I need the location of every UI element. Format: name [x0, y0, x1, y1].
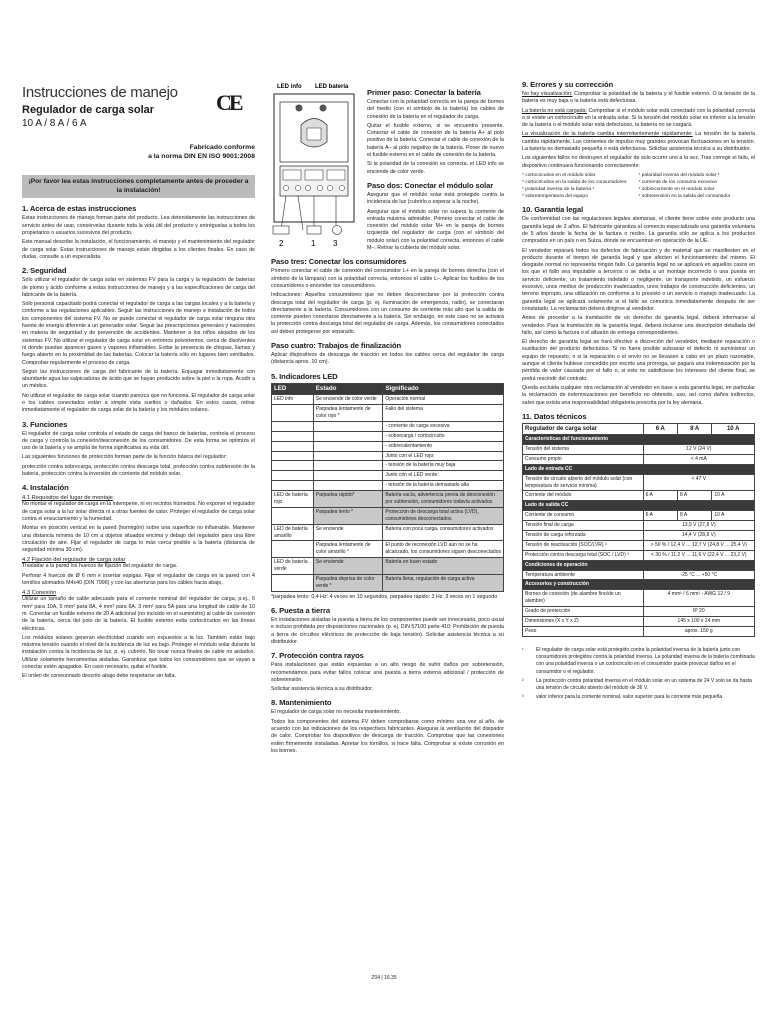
section-heading: 4. Instalación	[22, 483, 69, 493]
solar-module-icon	[283, 170, 301, 180]
tech-row-value: IP 20	[643, 607, 754, 617]
led-table-row	[272, 431, 504, 441]
led-table-cell: El punto de reconexión LVD aún no se ha alcanzado, los consumidores siguen desconectados	[383, 541, 504, 558]
led-table-cell	[313, 471, 383, 481]
paragraph: En instalaciones aisladas la puesta a tierra de los componentes puede ser innecesaria, poco usual e incluso prohibida por disposiciones nacionales (p. ej. DIN 57100 parte 410: Prohibición de puesta a tierra de circuitos eléctricos de protección de baja tensión). Solicitar asistencia técnica a su distribuidor.	[271, 617, 504, 645]
product-variants: 10 A / 8 A / 6 A	[22, 118, 87, 129]
tech-table-row	[523, 474, 755, 491]
paragraph: Antes de proceder a la tramitación de un derecho de garantía legal, deberá informarse al vendedor. Para la tramitación de la garantía legal, deberá incluirse una descripción detallada del fallo, así como la factura o el albarán de entrega correspondientes.	[522, 315, 755, 336]
tech-table-header: 10 A	[712, 423, 755, 434]
tech-row-value: 145 x 100 x 24 mm	[643, 617, 754, 627]
paragraph: No utilizar el regulador de carga solar cuando parezca que no funciona. El regulador de carga solar o los cables conectados están a simple vista sueltos o dañados. En estos casos, retirar inmediatamente el regulador de carga solar de la batería y los módulos solares.	[22, 392, 255, 414]
led-table-row	[272, 421, 504, 431]
tech-row-label: Dimensiones (X x Y x Z)	[523, 617, 644, 627]
led-table-cell: Batería llena, regulación de carga activa	[383, 574, 504, 591]
paragraph: No montar el regulador de carga en la intemperie, ni en recintos húmedos. No exponer el regulador de carga solar a la luz solar directa ni a otras fuentes de calor. Proteger el regulador de carga solar contra el ensuciamiento y la humedad.	[22, 501, 255, 522]
paragraph: Este manual describe la instalación, el funcionamiento, el manejo y el mantenimiento del regulador de carga solar. Estas instrucciones de manejo están dirigidas a los clientes finales. En caso de dudas, consulte a un especialista.	[22, 239, 255, 260]
tech-row-label: Tensión del sistema	[523, 444, 644, 454]
tech-table-row	[523, 570, 755, 580]
paragraph: Seguir las instrucciones de carga del fabricante de la batería. Enjuagar inmediatamente con abundante agua las salpicaduras de ácido que se hayan producido sobre la piel o la ropa. Acudir a un médico.	[22, 368, 255, 390]
fault-item: * sobretensión en la salida del consumidor	[638, 194, 731, 200]
paragraph: Indicaciones: Aquellos consumidores que no deben desconectarse por la protección contra descarga total del regulador de carga (p. ej. iluminación de emergencia, radio), se conectarán directamente a la batería. Consumidores con un consumo de corriente más alto que la salida de corriente pueden conectarse directamente a la batería. Sin embargo, en este caso no se activará la protección contra descarga total del regulador de carga. Además, los consumidores conectados así deben protegerse por separado.	[271, 292, 504, 335]
section-heading: 6. Puesta a tierra	[271, 606, 330, 616]
led-table-cell: Operación normal	[383, 395, 504, 405]
tech-row-label: Tensión final de carga	[523, 521, 644, 531]
led-table-cell	[313, 421, 383, 431]
led-table-cell: Batería con poca carga, consumidores activados	[383, 524, 504, 541]
tech-table-header: Regulador de carga solar	[523, 423, 644, 434]
fault-item: * cortocircuitos en el módulo solar	[522, 172, 596, 178]
led-table-header: LED	[272, 383, 314, 395]
led-table-cell: Parpadea lentamente de color rojo *	[313, 405, 383, 422]
led-table-cell	[272, 574, 314, 591]
paragraph: Asegurar que el módulo solar no supera la corriente de entrada máxima admisible. Primero conectar el cable de conexión del módulo solar M+ en la pareja de bornes izquierda del regulador de carga (con el símbolo del módulo solar) con la polaridad correcta, entonces el cable M–. Retirar la cubierta del módulo solar.	[367, 208, 504, 252]
tech-row-value: 14,4 V (28,8 V)	[643, 531, 754, 541]
footnote: ³ valor inferior para la corriente nominal, valor superior para la corriente más pequeña	[522, 694, 723, 701]
paragraph: El derecho de garantía legal se hará efectivo a discreción del vendedor, mediante reparación o sustitución del producto defectuoso. Si no fuera posible subsanar el defecto ni suministrar un equipo de repuesto, o si la reparación o el envío no se llevasen a cabo en un plazo razonable, aunque el cliente hubiese concedido por escrito una prórroga, se pagará una indemnización por la pérdida de valor causada por el fallo o, si esto no satisficiese los intereses del cliente final, se podrá rescindir del contrato.	[522, 339, 755, 382]
error-item: No hay visualización: Comprobar la polaridad de la batería y el fusible externo. O la tensión de la batería es muy baja o la batería está defectuosa.	[522, 91, 755, 105]
tech-section-label: Accesorios y construcción	[523, 580, 755, 590]
led-table-cell: - sobrecalentamiento	[383, 441, 504, 451]
led-table-row	[272, 524, 504, 541]
paragraph: Conectar con la polaridad correcta en la pareja de bornes del medio (con el símbolo de la batería) los cables de conexión de la batería en el regulador de carga.	[367, 99, 504, 120]
tech-section-label: Condiciones de operación	[523, 560, 755, 570]
paragraph: protección contra sobrecarga, protección contra descarga total, protección contra subtensión de la batería, protección contra la inversión de corriente del módulo solar.	[22, 463, 255, 478]
led-table-row	[272, 461, 504, 471]
fault-item: * corriente de los consumo excesiva	[638, 180, 717, 186]
tech-table-row	[523, 511, 755, 521]
led-table-cell	[272, 441, 314, 451]
tech-table-row	[523, 454, 755, 464]
section-heading: 5. Indicadores LED	[271, 371, 338, 381]
led-table-cell: LED de batería amarillo	[272, 524, 314, 541]
section-heading: 3. Funciones	[22, 419, 68, 429]
fault-item: * sobretemperatura del equipo	[522, 194, 588, 200]
tech-row-value: 10 A	[712, 511, 755, 521]
led-table-cell: Junto con el LED rojo:	[383, 451, 504, 461]
led-table-cell: Parpadea lentamente de color amarillo *	[313, 541, 383, 558]
paragraph: El regulador de carga solar controla el estado de carga del banco de baterías, controla el proceso de carga y controla la conexión/desconexión de los consumidores. De esta forma se optimiza el uso de la batería y se amplía de forma significativa su vida útil.	[22, 430, 255, 452]
paragraph: Trasladar a la pared los huecos de fijación del regulador de carga.	[22, 563, 178, 570]
led-table-cell	[313, 441, 383, 451]
led-table-row	[272, 395, 504, 405]
tech-row-label: Bornes de conexión (de alambre fino/de un alambre)	[523, 590, 644, 607]
led-table-cell: - sobrecarga / cortocircuito	[383, 431, 504, 441]
footnote: ¹ El regulador de carga solar está protegido contra la polaridad inversa de la batería junto con consumidores protegidos contra la polaridad inversa. La polaridad inversa de la batería combinada con una polaridad inversa o un cortocircuito en el consumidor puede provocar daños en el consumidor o el regulador.	[522, 646, 755, 675]
section-heading: Paso cuatro: Trabajos de finalización	[271, 341, 402, 351]
led-table	[271, 383, 504, 592]
paragraph: Queda excluida cualquier otra reclamación al vendedor en base a esta garantía legal, en particular la reclamación de indemnizaciones por beneficio no obtenido, uso, así como daños indirectos, salvo que exista una responsabilidad obligatoria prescrita por la ley alemana.	[522, 384, 755, 406]
product-subtitle: Regulador de carga solar	[22, 104, 155, 116]
tech-row-label: Grado de protección	[523, 607, 644, 617]
paragraph: De conformidad con las regulaciones legales alemanas, el cliente tiene sobre este producto una garantía legal de 2 años. El fabricante garantiza al comercio especializado una garantía voluntaria de 5 años desde la fecha de la factura o recibo. La garantía sólo se aplica a los productos comprados en un país o en Suiza, donde se encuentran en operación de la UE.	[522, 216, 755, 245]
fault-item: * sobrecorriente en el módulo solar	[638, 187, 715, 193]
ce-mark-icon: CE	[216, 90, 241, 115]
paragraph: Estas instrucciones de manejo forman parte del producto. Lea detenidamente las instrucciones de servicio antes de usar, consérvelas durante toda la vida útil del producto y entréguelas a todos los propietarios o usuarios sucesivos del producto.	[22, 215, 255, 237]
tech-row-value: 12 V (24 V)	[643, 444, 754, 454]
error-item: La batería no está cargada: Comprobar si el módulo solar está conectado con la polaridad correcta o si existe un cortocircuito en la entrada solar. Si la tensión del módulo solar es inferior a la tensión de la batería o el módulo solar está defectuoso, la batería no se cargará.	[522, 107, 755, 129]
tech-row-value: 8 A	[678, 511, 712, 521]
led-table-cell: Batería en buen estado	[383, 558, 504, 575]
tech-section-label: Características del funcionamiento	[523, 435, 755, 445]
led-table-cell: - corriente de carga excesiva	[383, 421, 504, 431]
subsection-heading: 4.2 Fijación del regulador de carga solar	[22, 557, 126, 564]
column-right	[522, 80, 755, 960]
fault-item: * polaridad inversa del módulo solar ²	[638, 172, 720, 178]
tech-row-value: > 50 % / 12,4 V ... 12,7 V (24,8 V ... 25,4 V)	[643, 540, 754, 550]
paragraph: Los siguientes fallos no destruyen el regulador de solo ocurrir uno a la vez. Tras corregir el fallo, el dispositivo continuará funcionando correctamente:	[522, 155, 755, 169]
paragraph: Todos los componentes del sistema FV deben comprobarse como mínimo una vez al año, de acuerdo con las indicaciones de los respectivos fabricantes. Asegurar la ventilación del disipador de calor. Comprobar los dispositivos de descarga de tracción. Comprobar que las conexiones estén firmemente instaladas. Apretar los tornillos, si hace falta. Comprobar si existe corrosión en los bornes.	[271, 718, 504, 754]
tech-row-label: Protección contra descarga total (SOC / LVD) ³	[523, 550, 644, 560]
tech-row-value: 10 A	[712, 491, 755, 501]
fault-item: * polaridad inversa de la batería ¹	[522, 187, 595, 193]
section-heading: 9. Errores y su corrección	[522, 80, 614, 89]
tech-table-header-row	[523, 423, 755, 434]
controller-diagram	[271, 80, 363, 250]
paragraph: Aplicar dispositivos de descarga de tracción en todos los cables cerca del regulador de carga (distancia aprox. 10 cm).	[271, 352, 504, 366]
paragraph: Sólo personal capacitado podrá conectar el regulador de carga a las cargas locales y a la batería y conforme a las regulaciones aplicables. Seguir las instrucciones de manejo e instalación de todos los componentes del sistema FV. No se puede conectar el regulador de carga solar ninguna otra fuente de energía diferente a un generador solar. Seguir las prescripciones generales y nacionales en materia de seguridad y de prevención de accidentes. Mantener a los niños alejados de los sistemas FV. No utilizar el regulador de carga solar en entornos polvorientos, cerca de disolventes ni donde puedan aparecer gases y vapores inflamables. Evitar la presencia de chispas, llamas y fuego abierto en la proximidad de las baterías. Colocar la batería sólo en lugares bien ventilados. Comprobar regularmente el proceso de carga.	[22, 301, 255, 366]
battery-icon	[305, 170, 323, 180]
tech-section-label: Lado de salida CC	[523, 501, 755, 511]
led-battery-icon	[320, 105, 327, 112]
tech-table-section	[523, 560, 755, 570]
led-table-cell	[313, 461, 383, 471]
led-info-label: LED info	[277, 84, 302, 90]
tech-row-value: 8 A	[678, 491, 712, 501]
footnote: ² La protección contra polaridad inversa en el módulo solar en un sistema de 24 V solo se da hasta una tensión de circuito abierto del módulo de 36 V.	[522, 677, 752, 692]
lamp-icon	[327, 170, 345, 180]
led-table-cell: Se enciende de color verde	[313, 395, 383, 405]
tech-table-row	[523, 444, 755, 454]
conformity-note: Fabricado conforme a la norma DIN EN ISO 9001:2008	[148, 144, 255, 161]
led-table-row	[272, 441, 504, 451]
led-table-cell	[272, 481, 314, 491]
subsection-heading: 4.3 Conexión	[22, 590, 57, 597]
tech-row-value: 4 mm² / 6 mm² - AWG 12 / 9	[643, 590, 754, 607]
tech-table-row	[523, 590, 755, 607]
led-table-header: Estado	[313, 383, 383, 395]
paragraph: Asegurar que el módulo solar está protegido contra la incidencia de luz (cubrirlo o esperar a la noche).	[367, 191, 504, 206]
led-table-row	[272, 541, 504, 558]
led-table-cell	[272, 421, 314, 431]
paragraph: El vendedor reparará todos los defectos de fabricación y de material que se manifiesten en el producto durante el tiempo de garantía legal y que afecten el funcionamiento del mismo. El desgaste normal no representa ningún fallo. La garantía legal no se aplicará en aquellos casos en los que el fallo sea imputable a terceros o se deba a un montaje incorrecto o una puesta en servicio deficiente, un tratamiento indebido o negligente, un transporte indebido, un esfuerzo excesivo, unos medios de producción inadecuados, unos trabajos de construcción deficientes, un terreno impropio, una utilización no conforme a lo previsto o un servicio o manejo inadecuado. La garantía legal se aplicará solamente si el fallo se comunica inmediatamente después de ser constatado. La reclamación deberá dirigirse al vendedor.	[522, 247, 755, 312]
paragraph: Utilizar un tamaño de cable adecuado para el corriente nominal del regulador de carga, p.ej., 6 mm² para 10A, 5 mm² para 8A, 4 mm² para 6A. 3 mm² para 5A para una longitud de cable de 10 m. Conectar un fusible externo de 20 A adicional (no incluido en el suministro) al cable de conexión de la batería, cerca del polo de la batería. El fusible externo evita cortocircuitos en las líneas eléctricas.	[22, 596, 255, 632]
figure-callout-3: 3	[333, 239, 338, 248]
led-table-cell: - tensión de la batería muy baja	[383, 461, 504, 471]
tech-row-value: < 47 V	[643, 474, 754, 491]
led-table-row	[272, 574, 504, 591]
led-table-cell	[313, 481, 383, 491]
tech-table-row	[523, 607, 755, 617]
tech-row-label: Temperatura ambiente	[523, 570, 644, 580]
tech-row-value: 6 A	[643, 491, 677, 501]
paragraph: Perforar 4 huecos de Ø 6 mm e insertar espigas. Fijar el regulador de carga en la pared con 4 tornillos alomados M4x40 (DIN 7996) y con las aberturas para los cables hacia abajo.	[22, 572, 255, 587]
tech-table-section	[523, 580, 755, 590]
led-table-row	[272, 507, 504, 524]
section-heading: Primer paso: Conectar la batería	[367, 88, 481, 97]
led-table-cell: - tensión de la batería demasiado alta	[383, 481, 504, 491]
tech-row-label: Corriente del módulo	[523, 491, 644, 501]
section-heading: Paso dos: Conectar el módulo solar	[367, 180, 494, 190]
led-table-cell	[272, 451, 314, 461]
page-title: Instrucciones de manejo	[22, 84, 178, 101]
led-table-cell	[272, 507, 314, 524]
led-table-row	[272, 558, 504, 575]
tech-section-label: Lado de entrada CC	[523, 464, 755, 474]
led-table-row	[272, 481, 504, 491]
led-table-cell: LED info	[272, 395, 314, 405]
page-number: Z04 | 16.35	[371, 975, 397, 981]
column-middle	[271, 80, 504, 900]
error-item: La visualización de la batería cambia intermitentemente rápidamente: La tensión de la batería cambia rápidamente. Las corrientes de impulso muy grandes provocan fluctuaciones en la tensión. La batería es demasiado pequeña o está defectuosa. Solicitar asistencia técnica a su distribuidor.	[522, 131, 755, 153]
tech-table-header: 8 A	[678, 423, 712, 434]
paragraph: Montar en posición vertical en la pared (hormigón) sobre una superficie no inflamable. Mantener una distancia mínima de 10 cm a objetos situados encima y debajo del regulador para una libre circulación de aire. Fijar el regulador de carga lo más cerca posible a la batería (distancia de seguridad mínima 30 cm).	[22, 525, 255, 554]
column-left	[22, 84, 255, 984]
led-table-row	[272, 471, 504, 481]
tech-row-value: aprox. 150 g	[643, 626, 754, 636]
tech-table-section	[523, 501, 755, 511]
led-table-cell: Junto con el LED verde:	[383, 471, 504, 481]
paragraph: Solicitar asistencia técnica a su distribuidor.	[271, 686, 374, 693]
paragraph: Los módulos solares generan electricidad cuando son expuestos a la luz. También están bajo máxima tensión cuando el nivel de la incidencia de luz es bajo. Proteger el módulo solar durante la instalación contra la incidencia de luz, p. ej. cubrirlo. No tocar nunca finales de cable no aislados. Utilizar solamente herramientas aisladas. Garantizar que todos los consumidores que se vayan a conectar estén apagados. En caso necesario, quitar el fusible.	[22, 634, 255, 671]
tech-table-header: 6 A	[643, 423, 677, 434]
section-heading: 8. Mantenimiento	[271, 698, 332, 708]
tech-table-section	[523, 435, 755, 445]
paragraph: El regulador de carga solar no necesita mantenimiento.	[271, 709, 401, 716]
led-table-header: Significado	[383, 383, 504, 395]
tech-table-row	[523, 491, 755, 501]
paragraph: Quitar el fusible externo, si se encuentra presente. Conectar el cable de conexión de la batería A+ al polo positivo de la batería. Conectar el cable de conexión de la batería A– al polo negativo de la batería. Poner de nuevo el fusible externo en el cable de conexión de la batería.	[367, 122, 504, 159]
tech-row-label: Tensión de circuito abierto del módulo solar (con temperatura de servicio mínima)	[523, 474, 644, 491]
tech-row-label: Corriente de consumo	[523, 511, 644, 521]
led-table-cell	[272, 471, 314, 481]
paragraph: Si la polaridad de la conexión es correcta, el LED info se enciende de color verde.	[367, 161, 504, 175]
led-table-cell: Parpadea deprisa de color verde *	[313, 574, 383, 591]
led-table-cell: Se enciende	[313, 558, 383, 575]
led-table-cell: Parpadea rápido*	[313, 491, 383, 508]
section-heading: 10. Garantía legal	[522, 205, 584, 215]
led-battery-label: LED batería	[315, 84, 349, 90]
led-info-icon	[296, 105, 303, 112]
tech-data-table	[522, 423, 755, 637]
tech-table-row	[523, 550, 755, 560]
section-heading: Paso tres: Conectar los consumidores	[271, 257, 407, 267]
paragraph: El orden de conexionado descrito abajo debe respetarse sin falta.	[22, 673, 177, 680]
section-heading: 11. Datos técnicos	[522, 411, 587, 421]
led-table-cell	[313, 451, 383, 461]
tech-table-row	[523, 626, 755, 636]
tech-table-row	[523, 531, 755, 541]
paragraph: Primero conectar el cable de conexión del consumidor L+ en la pareja de bornes derecha (con el símbolo de la lámpara) con la polaridad correcta, entonces el cable L–. Aplicar los fusibles de los consumidores o encender los consumidores.	[271, 268, 504, 289]
fault-item: * cortocircuitos en la salida de los consumidores	[522, 180, 627, 186]
fault-list	[522, 172, 755, 200]
led-table-cell: Fallo del sistema	[383, 405, 504, 422]
section-heading: 2. Seguridad	[22, 266, 67, 276]
led-table-cell: LED de batería rojo	[272, 491, 314, 508]
led-table-cell	[272, 541, 314, 558]
tech-row-value: 13,9 V (27,8 V)	[643, 521, 754, 531]
tech-table-section	[523, 464, 755, 474]
led-table-cell	[272, 461, 314, 471]
led-table-cell: Protección de descarga total activa (LVD), consumidores desconectados	[383, 507, 504, 524]
led-table-cell: Se enciende	[313, 524, 383, 541]
paragraph: Las siguientes funciones de protección forman parte de la función básica del regulador:	[22, 454, 227, 461]
tech-table-row	[523, 521, 755, 531]
led-table-cell: Parpadea lento *	[313, 507, 383, 524]
led-table-cell: LED de batería verde	[272, 558, 314, 575]
led-table-cell	[272, 431, 314, 441]
controller-figure	[271, 80, 363, 250]
tech-row-label: Peso	[523, 626, 644, 636]
tech-row-label: Tensión de carga reforzada	[523, 531, 644, 541]
led-footnote: *parpadea lento: 0,4 Hz: 4 veces en 10 segundos, parpadea rápido: 3 Hz: 3 veces en 1 segundo	[271, 593, 498, 600]
tech-row-value: < 30 % / 11,2 V ... 11,6 V (22,4 V ... 23,2 V)	[643, 550, 754, 560]
paragraph: Para instalaciones que están expuestas a un alto riesgo de sufrir daños por sobretensión, recomendamos para evitar fallos colocar una puesta a tierra externa adicional / protección de sobretensión.	[271, 662, 504, 683]
led-table-cell: Batería vacía, advertencia previa de desconexión por subtensión, consumidores todavía activados	[383, 491, 504, 508]
led-table-row	[272, 405, 504, 422]
tech-row-label: Tensión de reactivación (SOC/LVR) ³	[523, 540, 644, 550]
figure-callout-1: 2	[279, 239, 284, 248]
warning-box: ¡Por favor lea estas instrucciones completamente antes de proceder a la instalación!	[22, 175, 255, 198]
tech-row-value: < 4 mA	[643, 454, 754, 464]
led-table-cell	[272, 405, 314, 422]
section-heading: 1. Acerca de estas instrucciones	[22, 204, 137, 214]
led-table-cell	[313, 431, 383, 441]
led-table-row	[272, 491, 504, 508]
figure-callout-2: 1	[311, 239, 316, 248]
subsection-heading: 4.1 Requisitos del lugar de montaje	[22, 495, 113, 502]
tech-row-label: Consumo propio	[523, 454, 644, 464]
paragraph: Sólo utilizar el regulador de carga solar en sistemas FV para la carga y la regulación de baterías de plomo y ácido conforme a estas instrucciones de manejo y a las especificaciones de carga del fabricante de la batería.	[22, 277, 255, 298]
tech-row-value: -25 °C ... +50 °C	[643, 570, 754, 580]
led-table-row	[272, 451, 504, 461]
section-heading: 7. Protección contra rayos	[271, 651, 364, 661]
tech-table-row	[523, 617, 755, 627]
tech-row-value: 6 A	[643, 511, 677, 521]
tech-table-row	[523, 540, 755, 550]
